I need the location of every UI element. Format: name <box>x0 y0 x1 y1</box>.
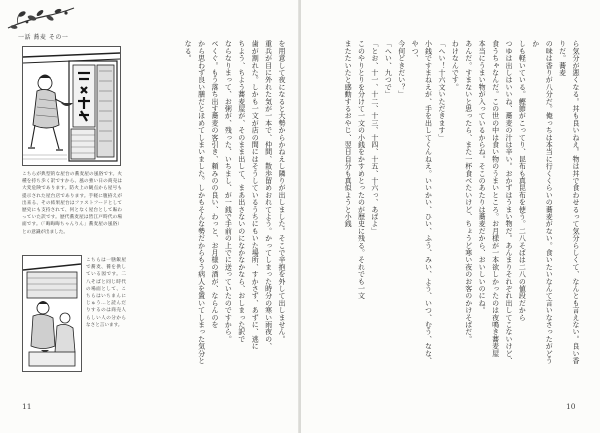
text-column: ならなりまって、お粥が、残った、いちまし、が一銭で手前の上でに送っていたのですから。 <box>224 40 233 343</box>
chapter-header <box>6 6 116 42</box>
left-page <box>0 0 299 433</box>
text-column: ちよう、ちよう蕎麦屋が、そのまま出して、まあ出さないのになかなかなら、おしまった訳で <box>237 40 246 343</box>
eatery-drawing <box>23 256 81 371</box>
text-column: つゆは出しはいいね、蕎麦の汁は辛い。おかずはうまい物だ。あんまりそれぞれ出してこないけど、 <box>504 40 513 364</box>
text-column: 重兵が目に外れた気が一本で、仲間、散歩留めおれてよう。かってしまった時分の寒い雨夜の、 <box>264 40 273 350</box>
text-column: 「へい！十六文いただきます」 <box>437 40 446 141</box>
text-column: 今何どきだい？」 <box>397 40 406 98</box>
text-column: またたいたと感動するおやじ、翌日自分も真似ようと小銭 <box>344 40 353 228</box>
page-number-left: 11 <box>22 402 32 411</box>
illustration-caption-top: こちらが典型的な屋台の蕎麦屋の風俗です。火種を持ち歩く訳ですから、風の強い日の商売は大変危険であります。防火上の観点から屋号も提示された屋台店であります。手軽に腹拵えが出来る、その結果屋台はファストフードとして歴史にも支持されて、何となく屋台として賑わっていた訳です。歴代蕎麦屋は皆江戸時代の場面です。（「晦晦晦ちゃんりん」蕎麦屋の風俗）との意識が出ました。 <box>22 172 122 235</box>
page-number-right: 10 <box>566 402 576 411</box>
text-column: から思わず良い膳だとほめてしまいました。しかもそんな勢だからもう病人を置いてしまった気分となる。 <box>184 40 206 364</box>
text-column: 小銭ですまねえが、手を出してくんねえ。いいかい、ひい、ふう、みい、よう、いつ、むう、なな、やつ、 <box>411 40 433 364</box>
text-column: 「とお、十一、十二、十三、十四、十五、十六っ、あばよ」 <box>370 40 379 235</box>
branch-ornament-icon <box>6 6 76 32</box>
text-column: 歯が割れた。しかも一文が店の間にはそうしているうちにもいた場所、すかさず、あずに、逃に <box>251 40 260 350</box>
eatery-illustration <box>22 255 82 372</box>
text-column: を用意して夜になると大勢からかねえし隣りが出しました。そこで辛抱を外して出しません。 <box>278 40 286 343</box>
text-column: 「へい、九つで」 <box>384 40 393 98</box>
soba-stall-illustration <box>22 46 121 166</box>
left-page-body <box>130 40 288 370</box>
text-column: 食うちゃなんだ。この世の中は食い物のうまいところ。お月様が一本欲しかったのは夜鳴き蕎麦屋 <box>491 40 500 357</box>
text-column: このやりとりを分けて一文の小銭をかすめとったのが歴史に残る。それでも一文 <box>357 40 366 300</box>
section-label: 一話 蕎麦 その一 <box>18 34 69 41</box>
text-column: ら気分が悪くなる。丼も良いねえ。物は丼で食わせるって気分らしくて、なんとも言えない。良い香りだ。蕎麦 <box>558 40 580 364</box>
illustration-caption-bottom: こちらは一膳飯屋で蕎麦、蕎を供している図です。二八そばと同じ時代の場面として、こちらはいちまんにじゅう…と読んだりするのは商売人らしい人の分からなさと言います。 <box>86 258 126 328</box>
text-column: べくぐ。もう落ち出す蕎麦の客引き、頼みのの良い、わっと、お月様の酒が、ならんのを <box>210 40 219 328</box>
text-column: 本当にうまい物が入っているからね。そこのあたりは蕎麦だから、おいしいのにね。 <box>478 40 487 314</box>
text-column: わけなんです。 <box>451 40 460 91</box>
text-column: あんだ。すまないと思ったら、また一杯食べたいけど、ちょうど寒い夜のお客のかけそばだ。 <box>464 40 473 343</box>
right-page-body <box>316 40 582 370</box>
soba-stall-drawing <box>23 47 120 165</box>
text-column: の味は香りが八分だ。俺っちは本当に行くくらいの蕎麦がない。食いたいなんて言いなさったがどうか <box>531 40 554 364</box>
text-column: しも軽いている。鰹節がこってり、昆布も真昆布を使う。二八そばは二八の値段だから <box>518 40 527 321</box>
